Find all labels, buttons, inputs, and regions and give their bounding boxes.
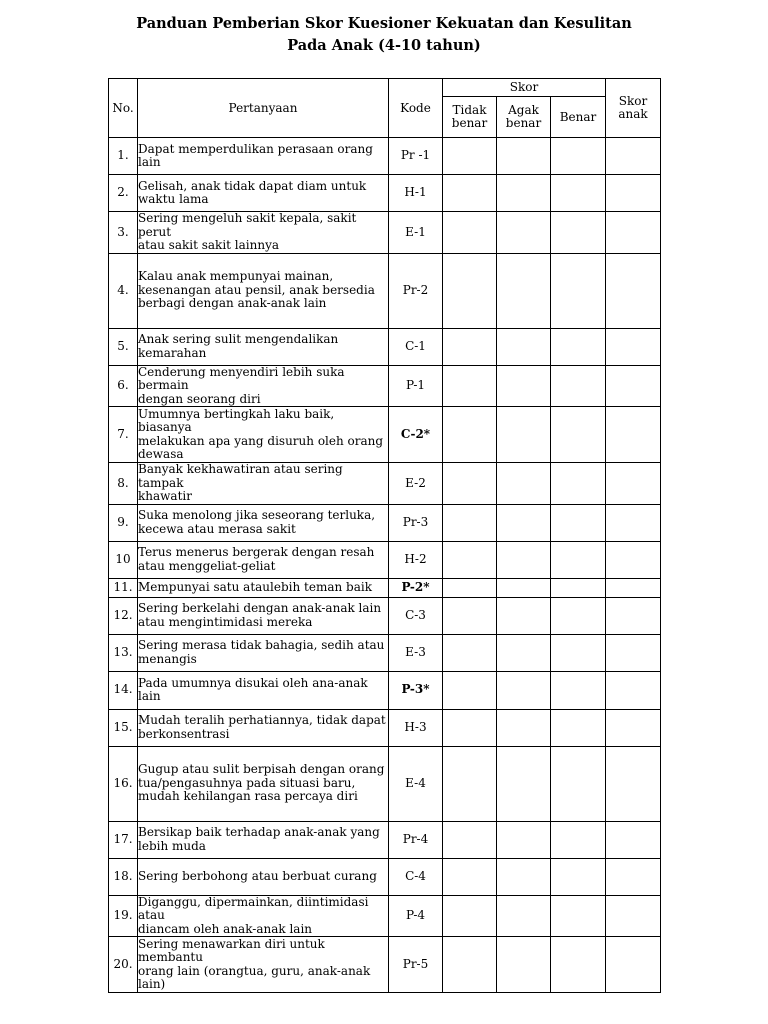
- question-text-line: Mempunyai satu ataulebih teman baik: [138, 579, 372, 594]
- question-text-line: Banyak kekhawatiran atau sering tampak: [138, 462, 343, 490]
- score-benar-cell[interactable]: [551, 138, 606, 175]
- table-row: [109, 709, 661, 746]
- score-agak-benar-cell[interactable]: [497, 578, 551, 597]
- header-tidak-benar-line1: Tidak: [452, 103, 487, 117]
- question-text-line: khawatir: [138, 489, 192, 503]
- question-text-line: diancam oleh anak-anak lain: [138, 921, 313, 936]
- header-skor-anak-line1: Skor: [618, 94, 648, 108]
- question-cell: [138, 138, 389, 175]
- row-number: 1.: [109, 138, 138, 175]
- score-benar-cell[interactable]: [551, 597, 606, 634]
- question-cell: [138, 212, 389, 254]
- code-cell: H-3: [389, 709, 443, 746]
- score-agak-benar-cell[interactable]: [497, 937, 551, 993]
- skor-anak-cell[interactable]: [606, 746, 661, 821]
- header-skor: Skor: [443, 79, 606, 97]
- question-text-line: Gugup atau sulit berpisah dengan orang: [138, 762, 385, 777]
- score-tidak-benar-cell[interactable]: [443, 578, 497, 597]
- table-row: [109, 634, 661, 671]
- skor-anak-cell[interactable]: [606, 407, 661, 463]
- skor-anak-cell[interactable]: [606, 463, 661, 505]
- score-benar-cell[interactable]: [551, 463, 606, 505]
- score-guide-table: [108, 78, 661, 993]
- score-tidak-benar-cell[interactable]: [443, 365, 497, 407]
- skor-anak-cell[interactable]: [606, 365, 661, 407]
- question-text-line: berkonsentrasi: [138, 726, 230, 741]
- score-agak-benar-cell[interactable]: [497, 858, 551, 895]
- question-text-line: orang lain (orangtua, guru, anak-anak: [138, 963, 371, 978]
- header-tidak-benar-line2: benar: [451, 116, 488, 130]
- header-skor-anak: [606, 79, 661, 138]
- question-text-line: Kalau anak mempunyai mainan,: [138, 269, 334, 284]
- header-no: No.: [109, 79, 138, 138]
- skor-anak-cell[interactable]: [606, 175, 661, 212]
- skor-anak-cell[interactable]: [606, 895, 661, 937]
- table-row: [109, 504, 661, 541]
- header-agak-benar-line2: benar: [505, 116, 542, 130]
- code-cell: Pr -1: [389, 138, 443, 175]
- skor-anak-cell[interactable]: [606, 504, 661, 541]
- score-agak-benar-cell[interactable]: [497, 212, 551, 254]
- code-cell: P-4: [389, 895, 443, 937]
- score-agak-benar-cell[interactable]: [497, 821, 551, 858]
- score-benar-cell[interactable]: [551, 541, 606, 578]
- question-cell: [138, 709, 389, 746]
- code-cell: H-2: [389, 541, 443, 578]
- score-benar-cell[interactable]: [551, 709, 606, 746]
- table-row: [109, 253, 661, 328]
- question-cell: [138, 895, 389, 937]
- score-tidak-benar-cell[interactable]: [443, 634, 497, 671]
- row-number: 3.: [109, 212, 138, 254]
- score-benar-cell[interactable]: [551, 858, 606, 895]
- question-cell: [138, 937, 389, 993]
- question-text-line: berbagi dengan anak-anak lain: [138, 296, 327, 311]
- code-cell: P-2*: [389, 578, 443, 597]
- question-text-line: Terus menerus bergerak dengan resah: [138, 545, 375, 559]
- score-benar-cell[interactable]: [551, 746, 606, 821]
- score-benar-cell[interactable]: [551, 175, 606, 212]
- question-text-line: atau sakit sakit lainnya: [138, 238, 280, 252]
- row-number: 5.: [109, 328, 138, 365]
- code-cell: C-2*: [389, 407, 443, 463]
- row-number: 15.: [109, 709, 138, 746]
- score-tidak-benar-cell[interactable]: [443, 138, 497, 175]
- score-tidak-benar-cell[interactable]: [443, 709, 497, 746]
- header-kode: Kode: [389, 79, 443, 138]
- score-tidak-benar-cell[interactable]: [443, 671, 497, 709]
- question-cell: [138, 365, 389, 407]
- score-agak-benar-cell[interactable]: [497, 541, 551, 578]
- question-cell: [138, 328, 389, 365]
- question-text-line: kecewa atau merasa sakit: [138, 521, 296, 536]
- question-text-line: dewasa: [138, 447, 184, 461]
- score-benar-cell[interactable]: [551, 671, 606, 709]
- score-agak-benar-cell[interactable]: [497, 504, 551, 541]
- score-benar-cell[interactable]: [551, 504, 606, 541]
- question-text-line: Pada umumnya disukai oleh ana-anak lain: [138, 675, 368, 703]
- row-number: 13.: [109, 634, 138, 671]
- skor-anak-cell[interactable]: [606, 709, 661, 746]
- table-row: [109, 746, 661, 821]
- question-cell: [138, 821, 389, 858]
- row-number: 2.: [109, 175, 138, 212]
- skor-anak-cell[interactable]: [606, 858, 661, 895]
- code-cell: E-2: [389, 463, 443, 505]
- question-text-line: mudah kehilangan rasa percaya diri: [138, 789, 358, 804]
- document-title: Panduan Pemberian Skor Kuesioner Kekuatan dan Kesulitan: [136, 15, 632, 32]
- score-benar-cell[interactable]: [551, 212, 606, 254]
- score-tidak-benar-cell[interactable]: [443, 858, 497, 895]
- code-cell: C-4: [389, 858, 443, 895]
- header-tidak-benar: [443, 97, 497, 138]
- score-benar-cell[interactable]: [551, 634, 606, 671]
- skor-anak-cell[interactable]: [606, 212, 661, 254]
- row-number: 17.: [109, 821, 138, 858]
- score-tidak-benar-cell[interactable]: [443, 821, 497, 858]
- score-tidak-benar-cell[interactable]: [443, 407, 497, 463]
- question-text-line: Sering merasa tidak bahagia, sedih atau: [138, 638, 385, 652]
- table-row: [109, 407, 661, 463]
- score-benar-cell[interactable]: [551, 578, 606, 597]
- score-tidak-benar-cell[interactable]: [443, 541, 497, 578]
- row-number: 10: [109, 541, 138, 578]
- skor-anak-cell[interactable]: [606, 253, 661, 328]
- score-agak-benar-cell[interactable]: [497, 175, 551, 212]
- score-benar-cell[interactable]: [551, 328, 606, 365]
- question-text-line: Gelisah, anak tidak dapat diam untuk: [138, 178, 367, 193]
- code-cell: E-4: [389, 746, 443, 821]
- skor-anak-cell[interactable]: [606, 671, 661, 709]
- code-cell: E-3: [389, 634, 443, 671]
- score-agak-benar-cell[interactable]: [497, 895, 551, 937]
- score-tidak-benar-cell[interactable]: [443, 463, 497, 505]
- question-cell: [138, 175, 389, 212]
- question-text-line: Diganggu, dipermainkan, diintimidasi atau: [138, 894, 369, 922]
- question-text-line: Anak sering sulit mengendalikan: [138, 332, 339, 346]
- row-number: 18.: [109, 858, 138, 895]
- row-number: 11.: [109, 578, 138, 597]
- row-number: 16.: [109, 746, 138, 821]
- table-row: [109, 597, 661, 634]
- row-number: 8.: [109, 463, 138, 505]
- row-number: 9.: [109, 504, 138, 541]
- question-cell: [138, 253, 389, 328]
- score-benar-cell[interactable]: [551, 407, 606, 463]
- score-agak-benar-cell[interactable]: [497, 746, 551, 821]
- code-cell: Pr-3: [389, 504, 443, 541]
- score-agak-benar-cell[interactable]: [497, 253, 551, 328]
- table-row: [109, 463, 661, 505]
- question-text-line: kesenangan atau pensil, anak bersedia: [138, 282, 375, 297]
- row-number: 6.: [109, 365, 138, 407]
- row-number: 14.: [109, 671, 138, 709]
- score-benar-cell[interactable]: [551, 365, 606, 407]
- question-text-line: atau menggeliat-geliat: [138, 558, 276, 573]
- row-number: 12.: [109, 597, 138, 634]
- question-text-line: Mudah teralih perhatiannya, tidak dapat: [138, 713, 386, 727]
- question-text-line: Bersikap baik terhadap anak-anak yang: [138, 825, 380, 839]
- skor-anak-cell[interactable]: [606, 138, 661, 175]
- score-agak-benar-cell[interactable]: [497, 463, 551, 505]
- row-number: 20.: [109, 937, 138, 993]
- question-text-line: atau mengintimidasi mereka: [138, 614, 313, 629]
- code-cell: C-3: [389, 597, 443, 634]
- question-cell: [138, 634, 389, 671]
- question-cell: [138, 671, 389, 709]
- question-cell: [138, 746, 389, 821]
- question-cell: [138, 407, 389, 463]
- table-row: [109, 858, 661, 895]
- code-cell: P-1: [389, 365, 443, 407]
- code-cell: Pr-5: [389, 937, 443, 993]
- score-tidak-benar-cell[interactable]: [443, 895, 497, 937]
- question-text-line: Sering berkelahi dengan anak-anak lain: [138, 601, 382, 615]
- question-text-line: Umumnya bertingkah laku baik, biasanya: [138, 406, 335, 434]
- question-text-line: kemarahan: [138, 345, 207, 360]
- table-row: [109, 821, 661, 858]
- header-agak-benar-line1: Agak: [508, 103, 539, 117]
- skor-anak-cell[interactable]: [606, 328, 661, 365]
- code-cell: E-1: [389, 212, 443, 254]
- question-text-line: lebih muda: [138, 838, 206, 853]
- score-tidak-benar-cell[interactable]: [443, 253, 497, 328]
- table-row: [109, 138, 661, 175]
- code-cell: H-1: [389, 175, 443, 212]
- score-benar-cell[interactable]: [551, 821, 606, 858]
- question-text-line: Sering menawarkan diri untuk membantu: [138, 936, 325, 964]
- table-row: [109, 541, 661, 578]
- table-row: [109, 937, 661, 993]
- score-agak-benar-cell[interactable]: [497, 138, 551, 175]
- score-agak-benar-cell[interactable]: [497, 407, 551, 463]
- code-cell: Pr-2: [389, 253, 443, 328]
- score-agak-benar-cell[interactable]: [497, 634, 551, 671]
- question-cell: [138, 858, 389, 895]
- skor-anak-cell[interactable]: [606, 634, 661, 671]
- table-row: [109, 671, 661, 709]
- document-subtitle: Pada Anak (4-10 tahun): [287, 37, 481, 54]
- score-agak-benar-cell[interactable]: [497, 365, 551, 407]
- score-tidak-benar-cell[interactable]: [443, 597, 497, 634]
- question-text-line: menangis: [138, 651, 197, 666]
- score-tidak-benar-cell[interactable]: [443, 328, 497, 365]
- score-benar-cell[interactable]: [551, 895, 606, 937]
- skor-anak-cell[interactable]: [606, 541, 661, 578]
- header-agak-benar: [497, 97, 551, 138]
- table-row: [109, 895, 661, 937]
- question-text-line: tua/pengasuhnya pada situasi baru,: [138, 775, 356, 790]
- score-benar-cell[interactable]: [551, 937, 606, 993]
- score-agak-benar-cell[interactable]: [497, 709, 551, 746]
- table-row: [109, 328, 661, 365]
- code-cell: Pr-4: [389, 821, 443, 858]
- score-tidak-benar-cell[interactable]: [443, 746, 497, 821]
- question-text-line: Cenderung menyendiri lebih suka bermain: [138, 364, 345, 392]
- score-agak-benar-cell[interactable]: [497, 597, 551, 634]
- question-text-line: Suka menolong jika seseorang terluka,: [138, 508, 376, 522]
- question-text-line: Dapat memperdulikan perasaan orang lain: [138, 141, 373, 169]
- code-cell: C-1: [389, 328, 443, 365]
- question-cell: [138, 541, 389, 578]
- question-text-line: dengan seorang diri: [138, 391, 261, 406]
- score-agak-benar-cell[interactable]: [497, 328, 551, 365]
- score-tidak-benar-cell[interactable]: [443, 212, 497, 254]
- question-text-line: waktu lama: [138, 192, 209, 206]
- row-number: 19.: [109, 895, 138, 937]
- score-tidak-benar-cell[interactable]: [443, 937, 497, 993]
- row-number: 4.: [109, 253, 138, 328]
- skor-anak-cell[interactable]: [606, 597, 661, 634]
- table-row: [109, 578, 661, 597]
- table-row: [109, 212, 661, 254]
- score-agak-benar-cell[interactable]: [497, 671, 551, 709]
- header-benar: Benar: [551, 97, 606, 138]
- skor-anak-cell[interactable]: [606, 821, 661, 858]
- score-benar-cell[interactable]: [551, 253, 606, 328]
- skor-anak-cell[interactable]: [606, 578, 661, 597]
- skor-anak-cell[interactable]: [606, 937, 661, 993]
- question-cell: [138, 578, 389, 597]
- question-cell: [138, 504, 389, 541]
- score-tidak-benar-cell[interactable]: [443, 175, 497, 212]
- header-pertanyaan: Pertanyaan: [138, 79, 389, 138]
- row-number: 7.: [109, 407, 138, 463]
- score-tidak-benar-cell[interactable]: [443, 504, 497, 541]
- question-cell: [138, 597, 389, 634]
- table-row: [109, 365, 661, 407]
- question-text-line: Sering mengeluh sakit kepala, sakit perut: [138, 211, 357, 239]
- code-cell: P-3*: [389, 671, 443, 709]
- question-text-line: Sering berbohong atau berbuat curang: [138, 868, 377, 883]
- question-cell: [138, 463, 389, 505]
- header-skor-anak-line2: anak: [618, 107, 648, 121]
- question-text-line: lain): [138, 977, 166, 991]
- question-text-line: melakukan apa yang disuruh oleh orang: [138, 433, 384, 448]
- table-row: [109, 175, 661, 212]
